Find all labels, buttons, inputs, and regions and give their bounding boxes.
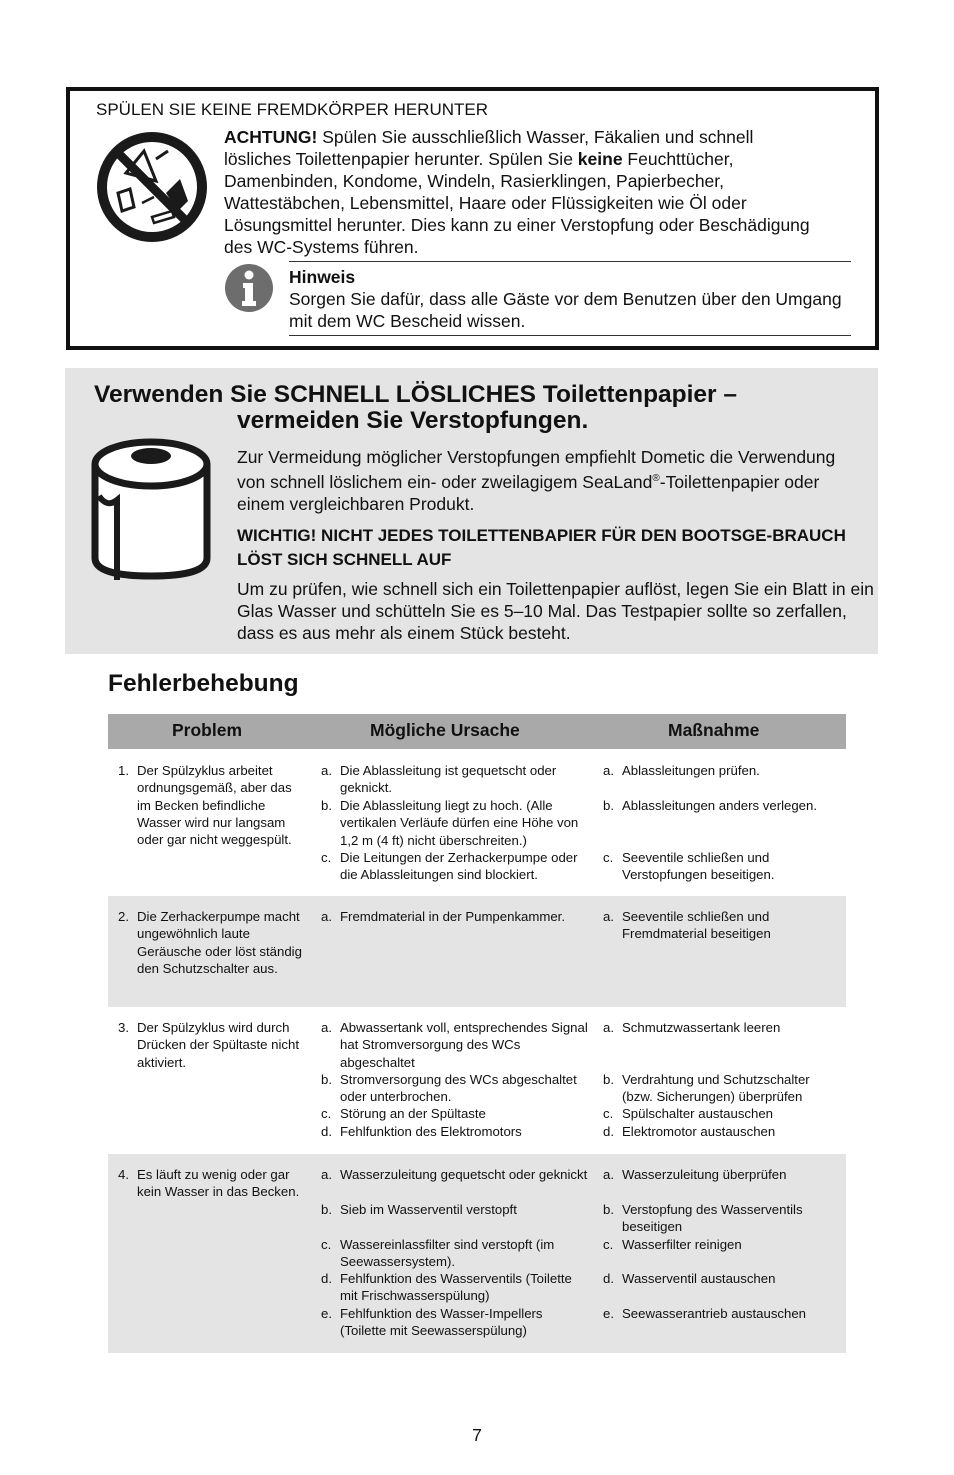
action-item: c. Wasserfilter reinigen [603, 1237, 742, 1252]
section-heading: Verwenden Sie SCHNELL LÖSLICHES Toilettenpapier – vermeiden Sie Verstopfungen. [94, 381, 738, 434]
action-item: a. Ablassleitungen prüfen. [603, 763, 760, 778]
cause-item: a. Fremdmaterial in der Pumpenkammer. [321, 909, 565, 924]
cause-item: c. Wassereinlassfilter sind verstopft (im Seewassersystem). [321, 1237, 555, 1270]
cause-item: b. Sieb im Wasserventil verstopft [321, 1202, 517, 1217]
column-header-action: Maßnahme [668, 720, 760, 740]
table-header [108, 714, 846, 749]
cause-item: c. Störung an der Spültaste [321, 1106, 486, 1121]
cause-item: c. Die Leitungen der Zerhackerpumpe oder die Ablassleitungen sind blockiert. [321, 850, 578, 883]
troubleshooting-title: Fehlerbehebung [108, 670, 299, 697]
action-item: d. Wasserventil austauschen [603, 1271, 776, 1286]
troubleshooting-table [108, 714, 846, 1353]
hint-text: Sorgen Sie dafür, dass alle Gäste vor dem Benutzen über den Umgang mit dem WC Bescheid wissen. [289, 289, 842, 331]
problem-cell: 2. Die Zerhackerpumpe macht ungewöhnlich laute Geräusche oder löst ständig den Schutzschalter aus. [118, 909, 302, 976]
problem-cell: 3. Der Spülzyklus wird durch Drücken der Spültaste nicht aktiviert. [118, 1020, 299, 1070]
table-row [108, 749, 846, 896]
cause-item: e. Fehlfunktion des Wasser-Impellers (Toilette mit Seewasserspülung) [321, 1306, 543, 1339]
page-number: 7 [472, 1425, 482, 1445]
divider [289, 261, 851, 262]
warning-text: ACHTUNG! Spülen Sie ausschließlich Wasser, Fäkalien und schnell lösliches Toilettenpapier herunter. Spülen Sie keine Feuchttücher, Damenbinden, Kondome, Windeln, Rasierklingen, Papierbecher, Wattestäbchen, Lebensmittel, Haare oder Flüssigkeiten wie Öl oder Lösungsmittel herunter. Dies kann zu einer Verstopfung oder Beschädigung des WC-Systems führen. [224, 127, 810, 257]
cause-item: b. Die Ablassleitung liegt zu hoch. (Alle vertikalen Verläufe dürfen eine Höhe von 1,2 m (4 ft) nicht überschreiten.) [321, 798, 579, 848]
action-item: b. Ablassleitungen anders verlegen. [603, 798, 818, 813]
warning-box [66, 87, 879, 350]
cause-item: d. Fehlfunktion des Elektromotors [321, 1124, 522, 1139]
recommendation-text: Zur Vermeidung möglicher Verstopfungen empfiehlt Dometic die Verwendung von schnell löslichem ein- oder zweilagigem SeaLand®-Toilettenpapier oder einem vergleichbaren Produkt. [237, 447, 836, 514]
problem-cell: 1. Der Spülzyklus arbeitet ordnungsgemäß, aber das im Becken befindliche Wasser wird nur langsam oder gar nicht weggespült. [118, 763, 292, 848]
cause-item: a. Die Ablassleitung ist gequetscht oder geknickt. [321, 763, 557, 796]
action-item: a. Wasserzuleitung überprüfen [603, 1167, 787, 1182]
problem-cell: 4. Es läuft zu wenig oder gar kein Wasser in das Becken. [118, 1167, 300, 1200]
action-item: a. Seeventile schließen und Fremdmaterial beseitigen [603, 909, 771, 942]
action-item: c. Seeventile schließen und Verstopfungen beseitigen. [603, 850, 775, 883]
action-item: e. Seewasserantrieb austauschen [603, 1306, 807, 1321]
cause-item: a. Abwassertank voll, entsprechendes Signal hat Stromversorgung des WCs abgeschaltet [321, 1020, 588, 1070]
toilet-paper-roll-icon [85, 434, 217, 589]
cause-item: b. Stromversorgung des WCs abgeschaltet oder unterbrochen. [321, 1072, 577, 1105]
table-row [108, 1007, 846, 1154]
hint-title: Hinweis [289, 267, 356, 287]
action-item: c. Spülschalter austauschen [603, 1106, 774, 1121]
divider [289, 335, 851, 336]
warning-title: SPÜLEN SIE KEINE FREMDKÖRPER HERUNTER [96, 100, 489, 119]
column-header-problem: Problem [172, 720, 243, 740]
table-row [108, 1154, 846, 1353]
achtung-label: ACHTUNG! [224, 127, 318, 147]
cause-item: d. Fehlfunktion des Wasserventils (Toilette mit Frischwasserspülung) [321, 1271, 572, 1304]
table-row [108, 896, 846, 1007]
important-notice: WICHTIG! NICHT JEDES TOILETTENBAPIER FÜR DEN BOOTSGE-BRAUCH LÖST SICH SCHNELL AUF [237, 526, 846, 569]
no-foreign-objects-icon [96, 131, 208, 248]
info-icon [224, 263, 274, 318]
column-header-cause: Mögliche Ursache [370, 720, 520, 740]
test-instructions: Um zu prüfen, wie schnell sich ein Toilettenpapier auflöst, legen Sie ein Blatt in ein Glas Wasser und schütteln Sie es 5–10 Mal. Das Testpapier sollte so zerfallen, dass es aus mehr als einem Stück besteht. [237, 579, 874, 643]
action-item: a. Schmutzwassertank leeren [603, 1020, 781, 1035]
cause-item: a. Wasserzuleitung gequetscht oder geknickt [321, 1167, 588, 1182]
toilet-paper-section [65, 368, 878, 654]
action-item: b. Verdrahtung und Schutzschalter (bzw. Sicherungen) überprüfen [603, 1072, 810, 1105]
action-item: b. Verstopfung des Wasserventils beseitigen [603, 1202, 803, 1235]
action-item: d. Elektromotor austauschen [603, 1124, 776, 1139]
